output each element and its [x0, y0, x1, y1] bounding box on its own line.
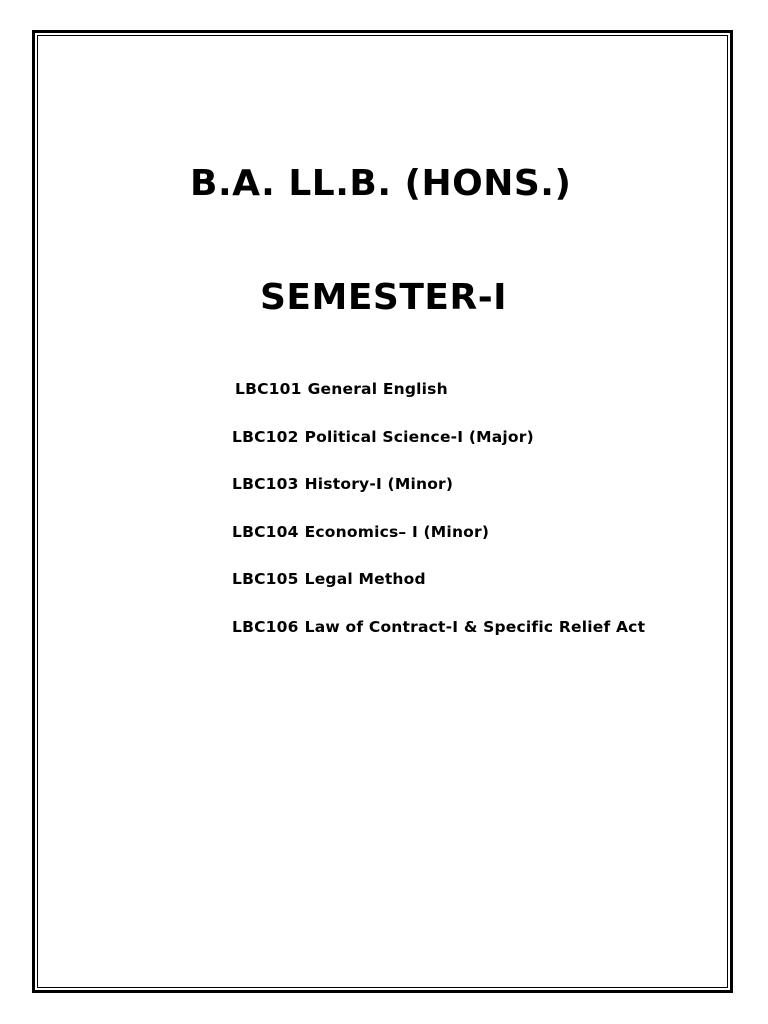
course-name: Political Science-I (Major): [304, 427, 534, 446]
course-code: LBC103: [232, 475, 299, 494]
course-list: [232, 376, 645, 662]
course-item: [232, 424, 645, 472]
course-name: Law of Contract-I & Specific Relief Act: [304, 617, 646, 636]
course-name: History-I (Minor): [304, 475, 454, 494]
course-code: LBC104: [232, 522, 299, 541]
course-name: Legal Method: [304, 570, 426, 589]
course-name: General English: [307, 380, 448, 398]
course-item: [232, 566, 645, 614]
course-item: [232, 614, 645, 662]
course-code: LBC101: [235, 380, 302, 398]
course-item: [232, 519, 645, 567]
course-code: LBC102: [232, 427, 299, 446]
course-code: LBC106: [232, 617, 299, 636]
course-code: LBC105: [232, 570, 299, 589]
semester-heading: SEMESTER-I: [260, 277, 508, 318]
course-item: [232, 471, 645, 519]
page-title: B.A. LL.B. (HONS.): [190, 163, 572, 204]
course-item: [232, 376, 645, 424]
course-name: Economics– I (Minor): [304, 522, 490, 541]
